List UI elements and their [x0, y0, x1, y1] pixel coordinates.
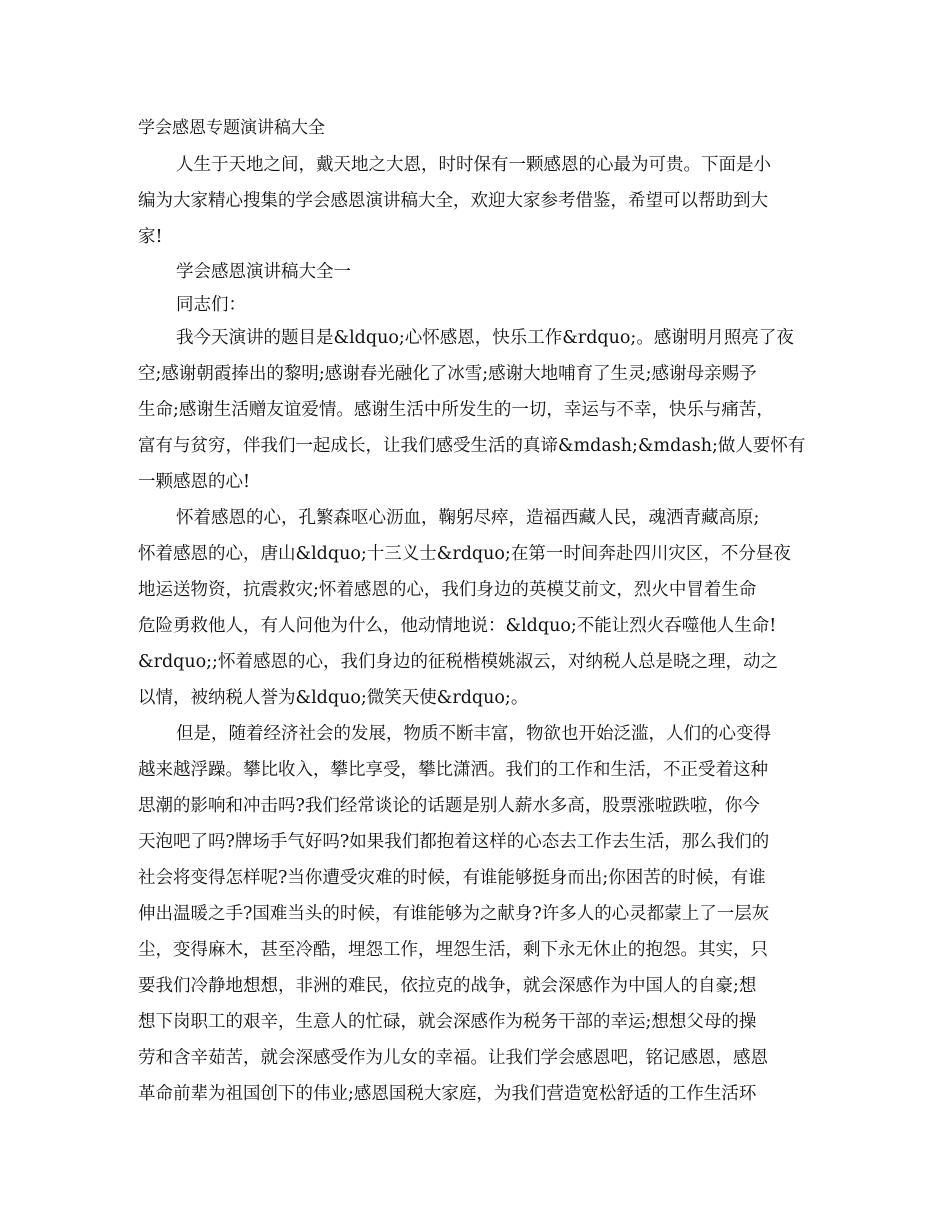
paragraph-line: 家! — [138, 227, 163, 247]
paragraph-line: 富有与贫穷，伴我们一起成长，让我们感受生活的真谛&mdash;&mdash;做人要怀有 — [138, 436, 806, 456]
paragraph-line: 越来越浮躁。攀比收入，攀比享受，攀比潇洒。我们的工作和生活，不正受着这种 — [138, 760, 768, 780]
paragraph-line: 我今天演讲的题目是&ldquo;心怀感恩，快乐工作&rdquo;。感谢明月照亮了夜 — [176, 328, 794, 348]
paragraph-line: 思潮的影响和冲击吗?我们经常谈论的话题是别人薪水多高，股票涨啦跌啦，你今 — [138, 796, 760, 816]
salutation: 同志们： — [176, 295, 246, 315]
document-title: 学会感恩专题演讲稿大全 — [138, 118, 325, 138]
paragraph-line: 生命;感谢生活赠友谊爱情。感谢生活中所发生的一切，幸运与不幸，快乐与痛苦， — [138, 400, 774, 420]
paragraph-line: 伸出温暖之手?国难当头的时候，有谁能够为之献身?许多人的心灵都蒙上了一层灰 — [138, 904, 770, 924]
paragraph-line: 地运送物资，抗震救灾;怀着感恩的心，我们身边的英模艾前文，烈火中冒着生命 — [138, 580, 757, 600]
paragraph-line: 人生于天地之间，戴天地之大恩，时时保有一颗感恩的心最为可贵。下面是小 — [176, 155, 771, 175]
paragraph-line: 危险勇救他人，有人问他为什么，他动情地说：&ldquo;不能让烈火吞噬他人生命! — [138, 616, 777, 636]
paragraph-line: 空;感谢朝霞捧出的黎明;感谢春光融化了冰雪;感谢大地哺育了生灵;感谢母亲赐予 — [138, 364, 757, 384]
paragraph-line: 怀着感恩的心，孔繁森呕心沥血，鞠躬尽瘁，造福西藏人民，魂洒青藏高原; — [176, 508, 760, 528]
paragraph-line: 要我们冷静地想想，非洲的难民，依拉克的战争，就会深感作为中国人的自豪;想 — [138, 976, 757, 996]
paragraph-line: 一颗感恩的心! — [138, 472, 251, 492]
paragraph-line: 以情，被纳税人誉为&ldquo;微笑天使&rdquo;。 — [138, 688, 529, 708]
paragraph-line: 革命前辈为祖国创下的伟业;感恩国税大家庭，为我们营造宽松舒适的工作生活环 — [138, 1084, 757, 1104]
paragraph-line: 编为大家精心搜集的学会感恩演讲稿大全，欢迎大家参考借鉴，希望可以帮助到大 — [138, 191, 768, 211]
paragraph-line: 尘，变得麻木，甚至冷酷，埋怨工作，埋怨生活，剩下永无休止的抱怨。其实，只 — [138, 940, 768, 960]
paragraph-line: 想下岗职工的艰辛，生意人的忙碌，就会深感作为税务干部的幸运;想想父母的操 — [138, 1012, 757, 1032]
paragraph-line: 天泡吧了吗?牌场手气好吗?如果我们都抱着这样的心态去工作去生活，那么我们的 — [138, 832, 770, 852]
paragraph-line: 但是，随着经济社会的发展，物质不断丰富，物欲也开始泛滥，人们的心变得 — [176, 724, 771, 744]
paragraph-line: &rdquo;;怀着感恩的心，我们身边的征税楷模姚淑云，对纳税人总是晓之理，动之 — [138, 652, 778, 672]
paragraph-line: 劳和含辛茹苦，就会深感受作为儿女的幸福。让我们学会感恩吧，铭记感恩，感恩 — [138, 1048, 768, 1068]
paragraph-line: 怀着感恩的心，唐山&ldquo;十三义士&rdquo;在第一时间奔赴四川灾区，不分昼夜 — [138, 544, 791, 564]
paragraph-line: 社会将变得怎样呢?当你遭受灾难的时候，有谁能够挺身而出;你困苦的时候，有谁 — [138, 868, 766, 888]
section-heading: 学会感恩演讲稿大全一 — [176, 262, 351, 282]
